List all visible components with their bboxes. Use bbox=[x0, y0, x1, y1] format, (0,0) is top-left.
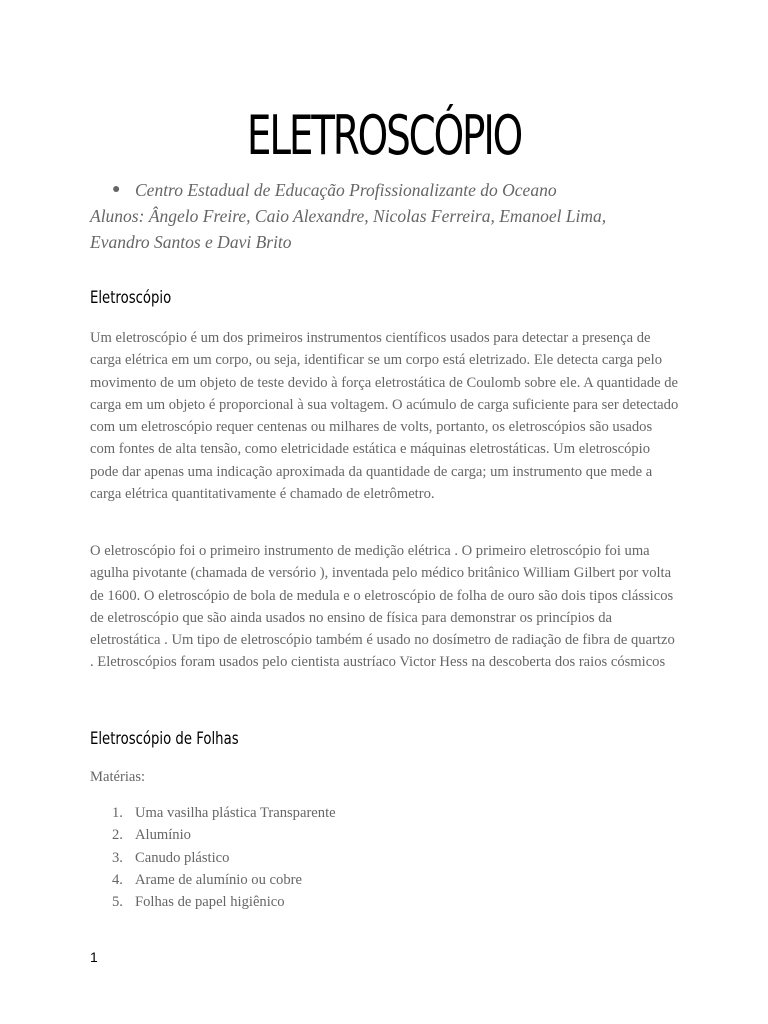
school-name: Centro Estadual de Educação Profissionalizante do Oceano bbox=[135, 180, 557, 200]
list-item-number: 1. bbox=[112, 805, 123, 821]
list-item-number: 4. bbox=[112, 871, 123, 888]
list-item bbox=[90, 802, 336, 824]
list-item-text: Alumínio bbox=[135, 827, 191, 844]
list-item-text: Canudo plástico bbox=[135, 849, 230, 866]
materials-list bbox=[90, 802, 336, 913]
school-line bbox=[90, 177, 650, 203]
list-item bbox=[90, 891, 336, 913]
document-title: ELETROSCÓPIO bbox=[246, 104, 522, 167]
list-item-text: Arame de alumínio ou cobre bbox=[135, 871, 302, 888]
list-item bbox=[90, 869, 336, 891]
section-heading-eletroscopio: Eletroscópio bbox=[90, 288, 172, 308]
students-line-2: Evandro Santos e Davi Brito bbox=[90, 232, 292, 252]
students-line-1: Alunos: Ângelo Freire, Caio Alexandre, Nicolas Ferreira, Emanoel Lima, bbox=[90, 206, 607, 226]
list-item-number: 3. bbox=[112, 849, 123, 866]
materials-label: Matérias: bbox=[90, 769, 146, 785]
list-item bbox=[90, 824, 336, 846]
list-item-number: 5. bbox=[112, 894, 123, 911]
list-item-text: Folhas de papel higiênico bbox=[135, 894, 285, 911]
page-number: 1 bbox=[90, 949, 98, 965]
list-item bbox=[90, 847, 336, 869]
paragraph-history: O eletroscópio foi o primeiro instrumento de medição elétrica . O primeiro eletroscópio foi uma agulha pivotante (chamada de versório ), inventada pelo médico britânico William Gilbert por volta de 1600. O eletroscópio de bola de medula e o eletroscópio de folha de ouro são dois tipos clássicos de eletroscópio que são ainda usados no ensino de física para demonstrar os princípios da eletrostática . Um tipo de eletroscópio também é usado no dosímetro de radiação de fibra de quartzo . Eletroscópios foram usados pelo cientista austríaco Victor Hess na descoberta dos raios cósmicos bbox=[90, 543, 675, 671]
paragraph-definition: Um eletroscópio é um dos primeiros instrumentos científicos usados para detectar a presença de carga elétrica em um corpo, ou seja, identificar se um corpo está eletrizado. Ele detecta carga pelo movimento de um objeto de teste devido à força eletrostática de Coulomb sobre ele. A quantidade de carga em um objeto é proporcional à sua voltagem. O acúmulo de carga suficiente para ser detectado com um eletroscópio requer centenas ou milhares de volts, portanto, os eletroscópios são usados com fontes de alta tensão, como eletricidade estática e máquinas eletrostáticas. Um eletroscópio pode dar apenas uma indicação aproximada da quantidade de carga; um instrumento que mede a carga elétrica quantitativamente é chamado de eletrômetro. bbox=[90, 330, 679, 503]
bullet-icon: ● bbox=[112, 182, 121, 197]
document-subtitle bbox=[90, 177, 650, 255]
list-item-number: 2. bbox=[112, 827, 123, 844]
section-heading-folhas: Eletroscópio de Folhas bbox=[90, 729, 239, 749]
list-item-text: Uma vasilha plástica Transparente bbox=[135, 805, 336, 821]
